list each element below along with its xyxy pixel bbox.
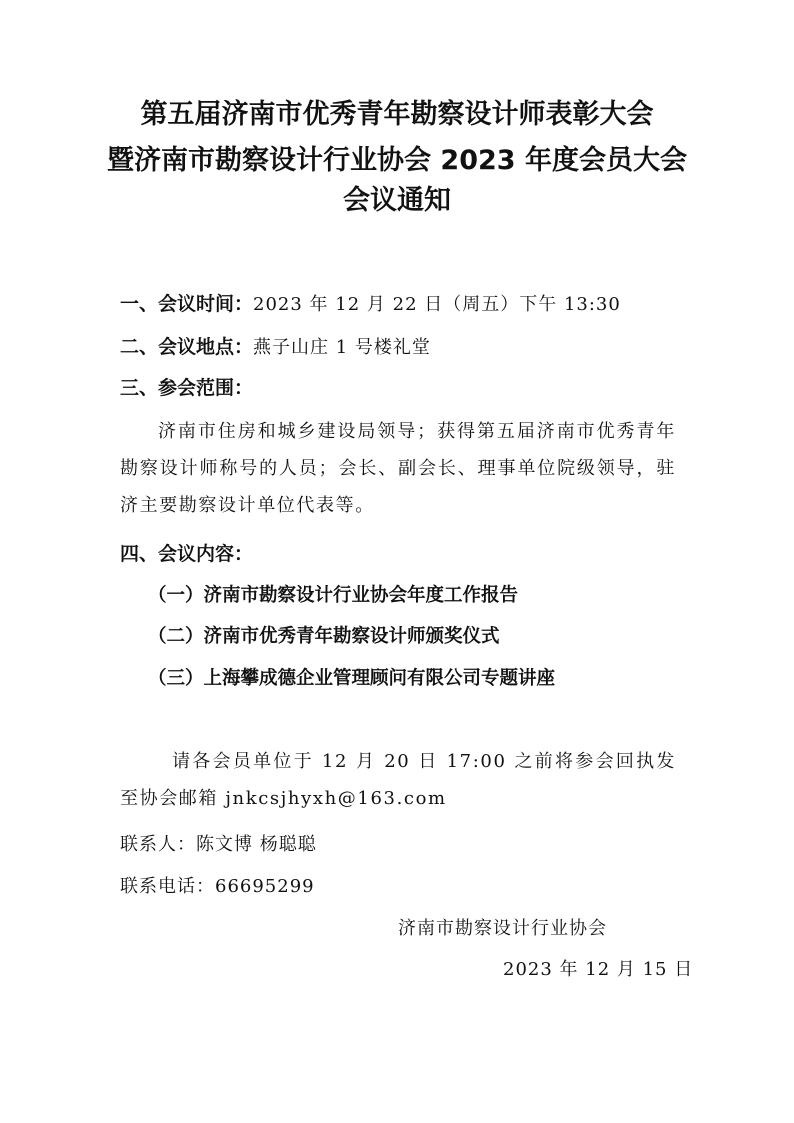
signature-date: 2023 年 12 月 15 日 (503, 959, 694, 980)
content-heading (120, 541, 253, 567)
participants-heading (120, 375, 253, 401)
content-label: 四、会议内容： (120, 543, 254, 565)
signature-org: 济南市勘察设计行业协会 (398, 918, 607, 939)
title-line-3: 会议通知 (343, 185, 451, 216)
contact-phone: 联系电话：66695299 (120, 876, 315, 897)
content-item-2: （二）济南市优秀青年勘察设计师颁奖仪式 (148, 626, 500, 647)
meeting-place-row (120, 334, 431, 361)
title-line-1: 第五届济南市优秀青年勘察设计师表彰大会 (140, 99, 654, 130)
meeting-time-row (120, 291, 621, 318)
reply-notice: 请各会员单位于 12 月 20 日 17:00 之前将参会回执发至协会邮箱 jnkcsjhyxh@163.com (120, 751, 676, 809)
participants-label: 三、参会范围： (120, 377, 254, 399)
content-item-3: （三）上海攀成德企业管理顾问有限公司专题讲座 (148, 668, 556, 689)
title-line-2: 暨济南市勘察设计行业协会 2023 年度会员大会 (107, 145, 687, 176)
meeting-time-label: 一、会议时间： (120, 293, 254, 315)
content-item-1: （一）济南市勘察设计行业协会年度工作报告 (148, 585, 519, 606)
meeting-place-value: 燕子山庄 1 号楼礼堂 (253, 337, 431, 358)
contact-person: 联系人：陈文博 杨聪聪 (120, 834, 317, 855)
meeting-place-label: 二、会议地点： (120, 336, 254, 358)
participants-text: 济南市住房和城乡建设局领导；获得第五届济南市优秀青年勘察设计师称号的人员；会长、副会长、理事单位院级领导，驻济主要勘察设计单位代表等。 (120, 421, 676, 516)
meeting-time-value: 2023 年 12 月 22 日（周五）下午 13:30 (253, 294, 621, 315)
